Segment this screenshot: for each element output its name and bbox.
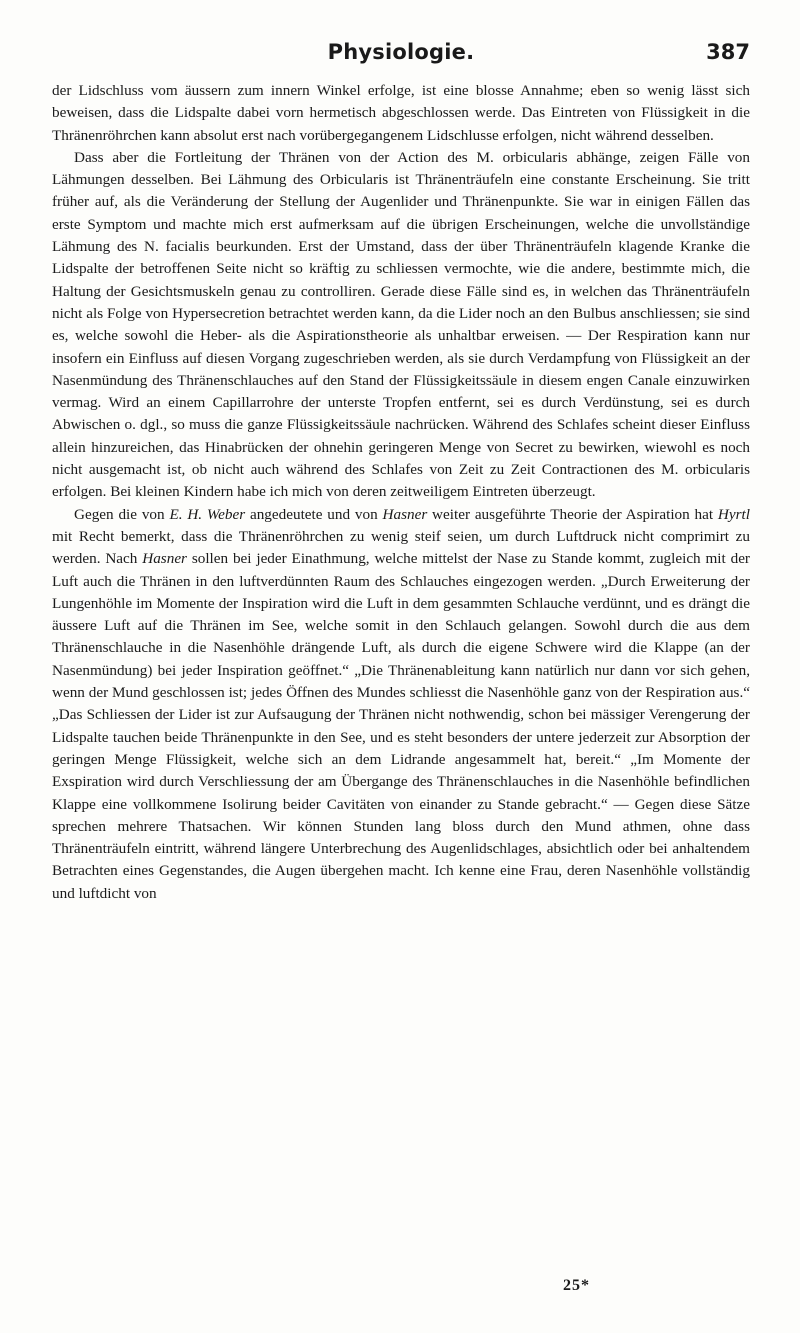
signature-mark: 25* [563, 1277, 590, 1294]
paragraph-3-text: weiter ausgeführte Theorie der Aspiration hat [427, 505, 718, 523]
paragraph-2: Dass aber die Fortleitung der Thränen von der Action des M. orbicularis abhänge, zeigen Fälle von Lähmungen desselben. Bei Lähmung des Orbicularis ist Thränenträufeln eine constante Erscheinung. Sie tritt früher auf, als die Veränderung der Stellung der Augenlider und Thränenpunkte. Sie war in einigen Fällen das erste Symptom und machte mich erst aufmerksam auf die übrigen Erscheinungen, welche die unvollständige Lähmung des N. facialis beurkunden. Erst der Umstand, dass der über Thränenträufeln klagende Kranke die Lidspalte der betroffenen Seite nicht so kräftig zu schliessen vermochte, wie die andere, bestimmte mich, die Haltung der Gesichtsmuskeln genau zu controlliren. Gerade diese Fälle sind es, in welchen das Thränenträufeln nicht als Folge von Hypersecretion betrachtet werden kann, da die Lider noch an den Bulbus anschliessen; sie sind es, welche sowohl die Heber- als die Aspirationstheorie als unhaltbar erweisen. — Der Respiration kann nur insofern ein Einfluss auf diesen Vorgang zugeschrieben werden, als sie durch Verdampfung von Flüssigkeit an der Nasenmündung des Thränenschlauches auf den Stand der Flüssigkeitssäule in diesem engen Canale einzuwirken vermag. Wird an einem Capillarrohre der unterste Tropfen entfernt, sei es durch Verdünstung, sei es durch Abwischen o. dgl., so muss die ganze Flüssigkeitssäule nachrücken. Während des Schlafes scheint dieser Einfluss allein hinzureichen, das Hinabrücken der ohnehin geringeren Menge von Secret zu bewirken, wiewohl es noch nicht ausgemacht ist, ob nicht auch während des Schlafes von Zeit zu Zeit Contractionen des M. orbicularis erfolgen. Bei kleinen Kindern habe ich mich von deren zeitweiligem Eintreten überzeugt. [52, 148, 750, 501]
running-head [52, 40, 750, 68]
author-hyrtl: Hyrtl [717, 505, 750, 523]
paragraph-3-text: angedeutete und von [245, 505, 383, 523]
body-text [52, 80, 750, 905]
author-hasner: Hasner [142, 550, 187, 568]
paragraph-3-text: Gegen die von [74, 505, 170, 523]
author-hasner: Hasner [382, 505, 428, 523]
page-number: 387 [706, 40, 750, 64]
paragraph-1: der Lidschluss vom äussern zum innern Winkel erfolge, ist eine blosse Annahme; eben so wenig lässt sich beweisen, dass die Lidspalte dabei vorn hermetisch abgeschlossen werde. Das Eintreten von Flüssigkeit in die Thränenröhrchen kann absolut erst nach vorübergegangenem Lidschlusse erfolgen, nicht während desselben. [52, 82, 750, 144]
paragraph-3-text: sollen bei jeder Einathmung, welche mittelst der Nase zu Stande kommt, zugleich mit der Luft auch die Thränen in den luftverdünnten Raum des Schlauches eingezogen werden. „Durch Erweiterung der Lungenhöhle im Momente der Inspiration wird die Luft in dem gesammten Schlauche verdünnt, und es drängt die äussere Luft auf die Thränen im See, welche somit in den Schlauch gelangen. Sowohl durch die aus dem Thränenschlauche in die Nasenhöhle drängende Luft, als durch die eigene Schwere wird die Klappe (an der Nasenmündung) bei jeder Inspiration geöffnet.“ „Die Thränenableitung kann natürlich nur dann vor sich gehen, wenn der Mund geschlossen ist; jedes Öffnen des Mundes schliesst die Nasenhöhle ganz von der Respiration aus.“ „Das Schliessen der Lider ist zur Aufsaugung der Thränen nicht nothwendig, schon bei mässiger Verengerung der Lidspalte tauchen beide Thränenpunkte in den See, und es steht besonders der untere jederzeit zur Absorption der geringen Menge Flüssigkeit, welche sich an dem Lidrande angesammelt hat, bereit.“ „Im Momente der Exspiration wird durch Verschliessung der am Übergange des Thränenschlauches in die Nasenhöhle befindlichen Klappe eine vollkommene Isolirung beider Cavitäten von einander zu Stande gebracht.“ — Gegen diese Sätze sprechen mehrere Thatsachen. Wir können Stunden lang bloss durch den Mund athmen, ohne dass Thränenträufeln eintritt, während längere Unterbrechung des Augenlidschlages, absichtlich oder bei anhaltendem Betrachten eines Gegenstandes, die Augen übergehen macht. Ich kenne eine Frau, deren Nasenhöhle vollständig und luftdicht von [52, 550, 750, 902]
author-weber: E. H. Weber [169, 505, 246, 523]
paragraph-3-text: mit Recht bemerkt, dass die Thränenröhrchen zu wenig steif seien, um durch Luftdruck nicht comprimirt zu werden. Nach [52, 527, 750, 568]
paragraph-3 [52, 504, 750, 905]
running-title: Physiologie. [327, 40, 475, 64]
